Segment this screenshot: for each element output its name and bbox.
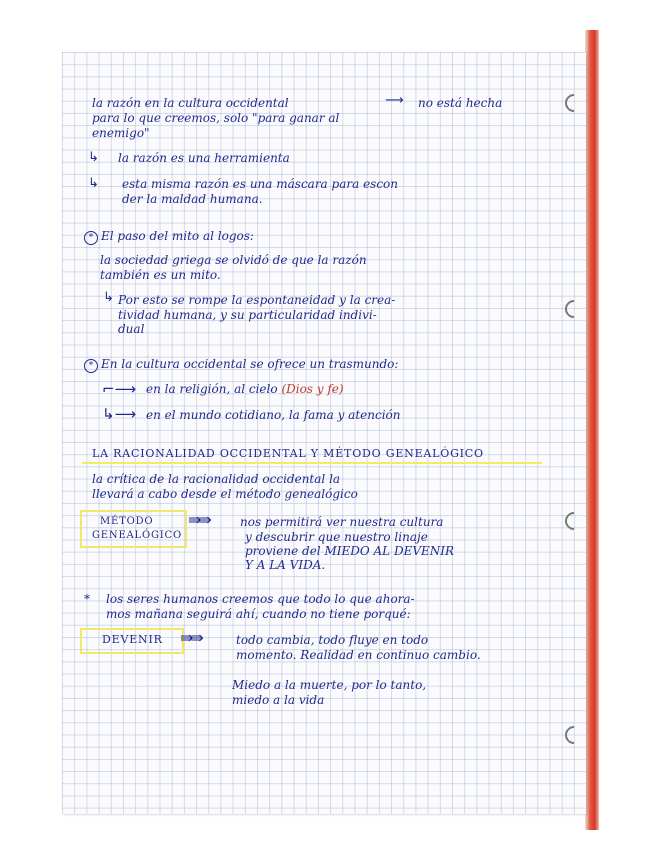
mito-subline: Por esto se rompe la espontaneidad y la crea-	[118, 293, 396, 307]
trasmundo-item: en la religión, al cielo (Dios y fe)	[146, 382, 344, 396]
devenir-line: momento. Realidad en continuo cambio.	[236, 648, 481, 662]
branch-arrow-icon: ↳	[88, 176, 99, 191]
devenir-line: Miedo a la muerte, por lo tanto,	[232, 678, 427, 692]
metodo-line: proviene del MIEDO AL DEVENIR	[245, 544, 455, 558]
devenir-line: miedo a la vida	[232, 693, 325, 707]
mito-title: * El paso del mito al logos:	[84, 229, 254, 245]
intro-line: la razón en la cultura occidental	[92, 96, 289, 110]
intro-line: no está hecha	[418, 96, 503, 110]
circled-star-icon: *	[84, 231, 98, 245]
double-arrow-icon: ⇛⇛	[180, 628, 201, 647]
mito-line: también es un mito.	[100, 268, 221, 282]
bracket-arrow-icon: ⌐⟶	[102, 380, 137, 398]
devenir-line: todo cambia, todo fluye en todo	[236, 633, 429, 647]
intro-line: enemigo"	[92, 126, 150, 140]
mito-subline: dual	[118, 322, 145, 336]
metodo-label: MÉTODO	[100, 516, 154, 527]
intro-line: para lo que creemos, solo "para ganar al	[92, 111, 340, 125]
circled-star-icon: *	[84, 359, 98, 373]
red-annotation: (Dios y fe)	[281, 382, 344, 396]
section-heading: LA RACIONALIDAD OCCIDENTAL Y MÉTODO GENEALÓGICO	[92, 447, 484, 460]
devenir-label: DEVENIR	[102, 633, 163, 646]
seres-line: mos mañana seguirá ahí, cuando no tiene porqué:	[106, 607, 411, 621]
trasmundo-item: en el mundo cotidiano, la fama y atención	[146, 408, 401, 422]
notebook-red-edge	[585, 30, 599, 830]
double-arrow-icon: ⇛⇛	[188, 510, 209, 529]
trasmundo-title: * En la cultura occidental se ofrece un trasmundo:	[84, 357, 398, 373]
seres-line: los seres humanos creemos que todo lo que ahora-	[106, 592, 415, 606]
metodo-line: Y A LA VIDA.	[245, 558, 326, 572]
arrow-right-icon: ⟶	[385, 93, 404, 108]
highlighter-underline	[82, 462, 542, 464]
intro-point: la razón es una herramienta	[118, 151, 290, 165]
metodo-line: nos permitirá ver nuestra cultura	[240, 515, 444, 529]
mito-subline: tividad humana, y su particularidad indivi-	[118, 308, 377, 322]
critica-line: llevará a cabo desde el método genealógico	[92, 487, 358, 501]
metodo-label: GENEALÓGICO	[92, 530, 182, 541]
intro-point: der la maldad humana.	[122, 192, 263, 206]
intro-point: esta misma razón es una máscara para escon	[122, 177, 398, 191]
mito-line: la sociedad griega se olvidó de que la razón	[100, 253, 367, 267]
metodo-line: y descubrir que nuestro linaje	[245, 530, 428, 544]
branch-arrow-icon: ↳	[88, 150, 99, 165]
bullet-marker: *	[84, 592, 90, 606]
critica-line: la crítica de la racionalidad occidental la	[92, 472, 341, 486]
branch-arrow-icon: ↳	[103, 290, 114, 305]
bracket-arrow-icon: ↳⟶	[102, 405, 137, 423]
